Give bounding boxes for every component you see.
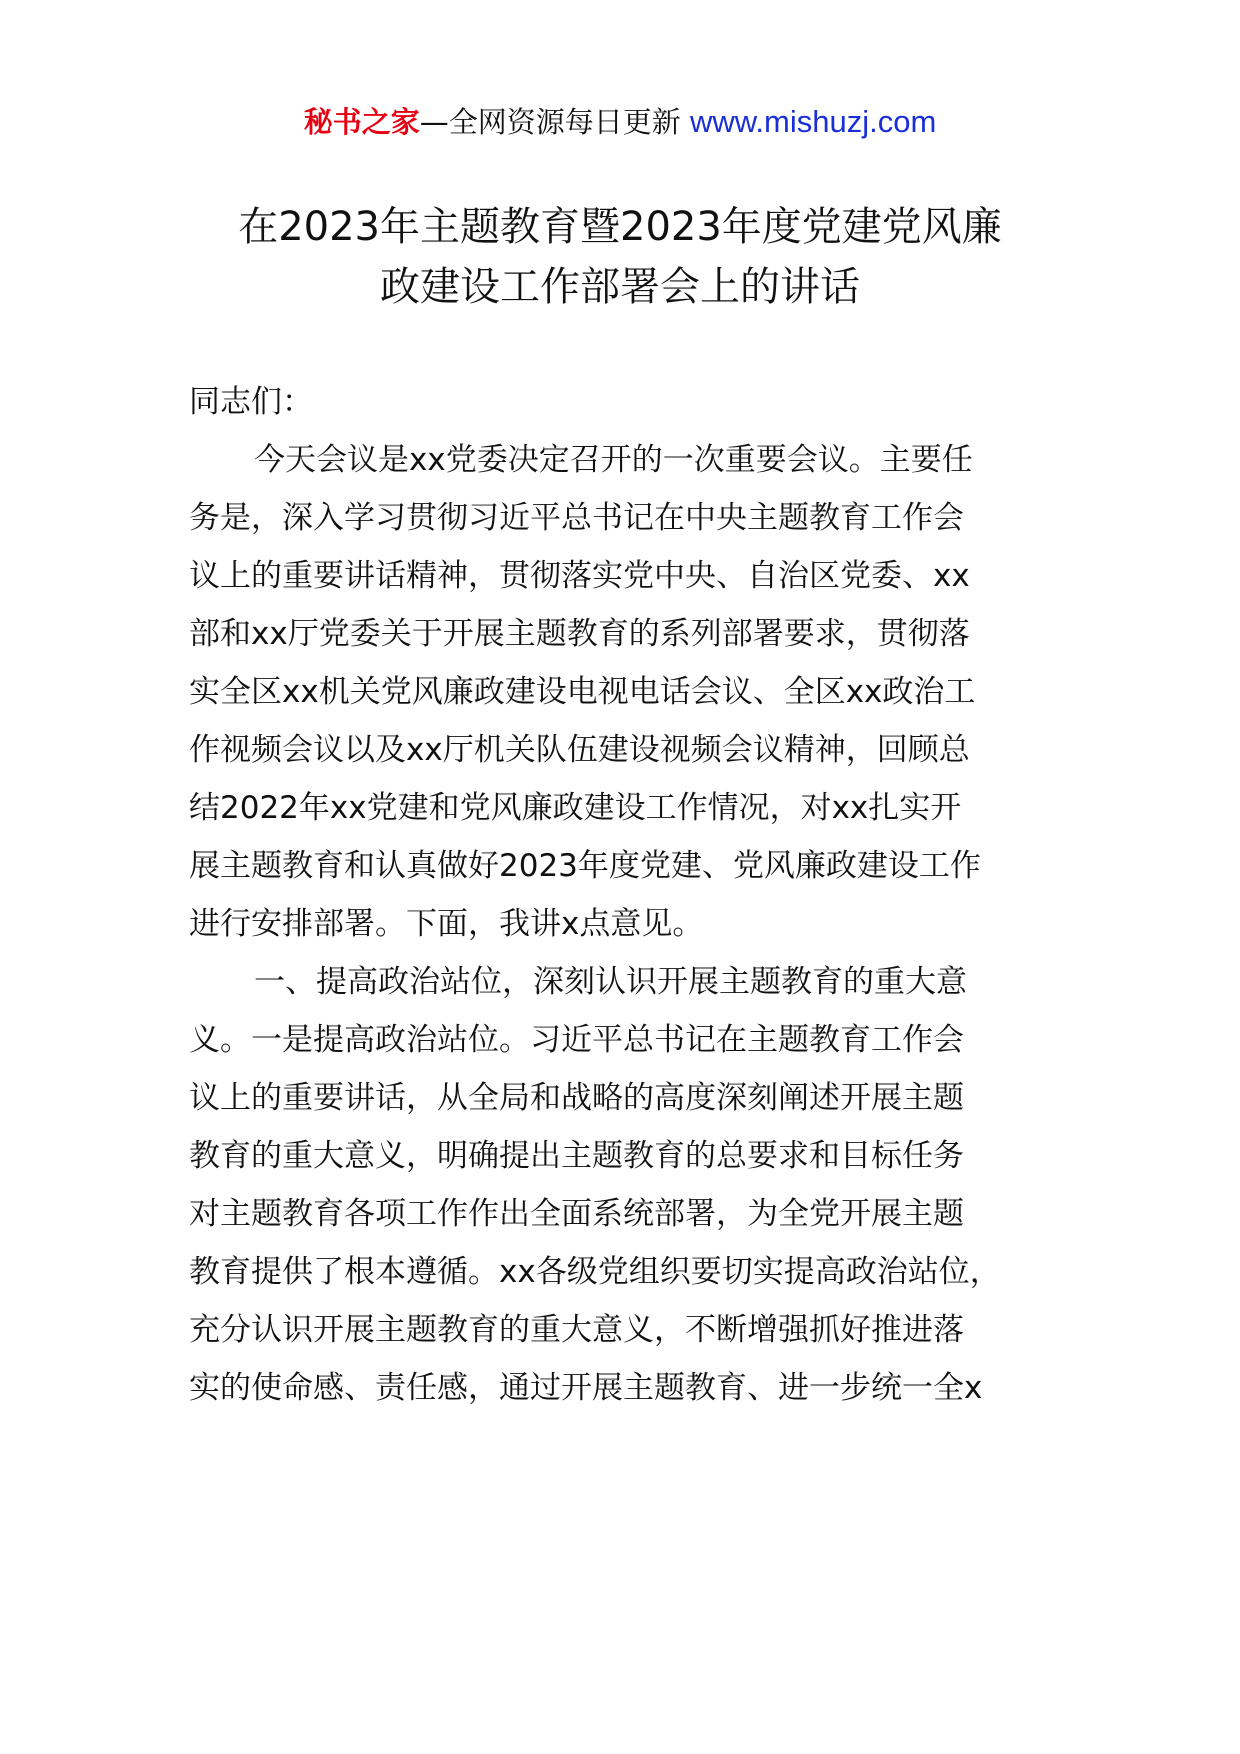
banner-tagline: —全网资源每日更新: [419, 105, 681, 139]
paragraph-line: 今天会议是xx党委决定召开的一次重要会议。主要任: [254, 442, 973, 478]
brand-name: 秘书之家: [303, 105, 420, 139]
paragraph-line: 议上的重要讲话精神，贯彻落实党中央、自治区党委、xx: [189, 558, 970, 594]
section-heading-line: 一、提高政治站位，深刻认识开展主题教育的重大意: [254, 964, 967, 1000]
paragraph-line: 展主题教育和认真做好2023年度党建、党风廉政建设工作: [189, 848, 981, 884]
document-title-line-2: 政建设工作部署会上的讲话: [380, 264, 860, 310]
site-url: www.mishuzj.com: [689, 104, 937, 139]
paragraph-line: 义。一是提高政治站位。习近平总书记在主题教育工作会: [189, 1022, 964, 1058]
document-title-line-1: 在2023年主题教育暨2023年度党建党风廉: [238, 204, 1002, 250]
site-banner: [0, 102, 1240, 142]
paragraph-line: 教育提供了根本遵循。xx各级党组织要切实提高政治站位，: [189, 1254, 1001, 1290]
paragraph-line: 实全区xx机关党风廉政建设电视电话会议、全区xx政治工: [189, 674, 976, 710]
paragraph-line: 结2022年xx党建和党风廉政建设工作情况，对xx扎实开: [189, 790, 962, 826]
paragraph-line: 议上的重要讲话，从全局和战略的高度深刻阐述开展主题: [189, 1080, 964, 1116]
paragraph-line: 进行安排部署。下面，我讲x点意见。: [189, 906, 704, 942]
paragraph-line: 充分认识开展主题教育的重大意义，不断增强抓好推进落: [189, 1312, 964, 1348]
salutation: 同志们：: [189, 384, 313, 420]
paragraph-line: 作视频会议以及xx厅机关队伍建设视频会议精神，回顾总: [189, 732, 970, 768]
paragraph-line: 教育的重大意义，明确提出主题教育的总要求和目标任务: [189, 1138, 964, 1174]
paragraph-line: 对主题教育各项工作作出全面系统部署，为全党开展主题: [189, 1196, 964, 1232]
paragraph-line: 部和xx厅党委关于开展主题教育的系列部署要求，贯彻落: [189, 616, 970, 652]
paragraph-line: 实的使命感、责任感，通过开展主题教育、进一步统一全x: [189, 1370, 983, 1406]
paragraph-line: 务是，深入学习贯彻习近平总书记在中央主题教育工作会: [189, 500, 964, 536]
